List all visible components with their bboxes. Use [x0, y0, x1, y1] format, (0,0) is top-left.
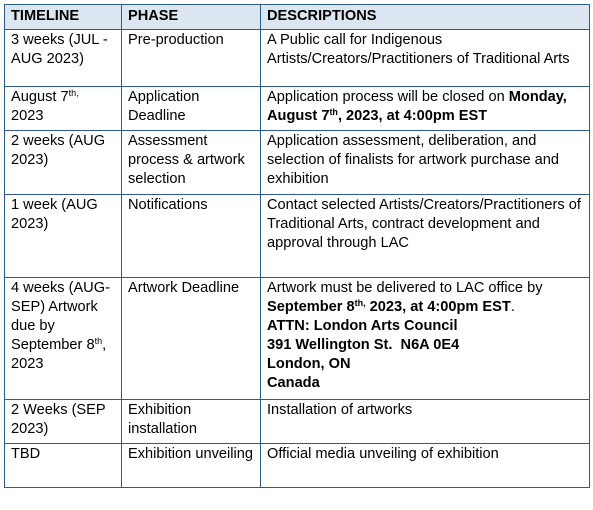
table-row	[5, 278, 590, 400]
timeline-cell: TBD	[5, 444, 122, 488]
timeline-cell	[5, 87, 122, 131]
phase-cell: Assessment process & artwork selection	[122, 131, 261, 195]
description-cell: A Public call for Indigenous Artists/Creators/Practitioners of Traditional Arts	[261, 30, 590, 87]
table-row	[5, 87, 590, 131]
timeline-cell: 3 weeks (JUL -AUG 2023)	[5, 30, 122, 87]
address-line: ATTN: London Arts Council	[267, 318, 458, 334]
header-descriptions: DESCRIPTIONS	[261, 5, 590, 30]
timeline-text: , 2023	[11, 337, 107, 372]
description-bold-text: Monday, August 7	[267, 89, 567, 124]
timeline-superscript: th	[94, 336, 103, 346]
table-row	[5, 400, 590, 444]
address-line: 391 Wellington St. N6A 0E4	[267, 337, 460, 353]
timeline-cell: 1 week (AUG 2023)	[5, 195, 122, 278]
table-row	[5, 30, 590, 87]
timeline-superscript: th,	[68, 88, 79, 98]
timeline-cell: 2 Weeks (SEP 2023)	[5, 400, 122, 444]
description-bold-text: 2023, at 4:00pm EST	[365, 299, 511, 315]
phase-cell: Application Deadline	[122, 87, 261, 131]
table-row	[5, 444, 590, 488]
timeline-cell: 2 weeks (AUG 2023)	[5, 131, 122, 195]
phase-cell: Exhibition unveiling	[122, 444, 261, 488]
description-text: Artwork must be delivered to LAC office by	[267, 280, 543, 296]
table-row	[5, 195, 590, 278]
timeline-cell	[5, 278, 122, 400]
description-cell	[261, 278, 590, 400]
description-cell: Contact selected Artists/Creators/Practitioners of Traditional Arts, contract development and approval through LAC	[261, 195, 590, 278]
description-cell	[261, 87, 590, 131]
header-timeline: TIMELINE	[5, 5, 122, 30]
table-row	[5, 131, 590, 195]
phase-cell: Pre-production	[122, 30, 261, 87]
description-bold-text: September 8	[267, 299, 355, 315]
header-phase: PHASE	[122, 5, 261, 30]
address-line: Canada	[267, 375, 320, 391]
phase-cell: Notifications	[122, 195, 261, 278]
timeline-text: 2023	[11, 108, 44, 124]
timeline-text: August 7	[11, 89, 69, 105]
description-cell: Official media unveiling of exhibition	[261, 444, 590, 488]
description-text: .	[510, 299, 515, 315]
phase-cell: Artwork Deadline	[122, 278, 261, 400]
description-superscript: th	[329, 107, 338, 117]
description-cell: Installation of artworks	[261, 400, 590, 444]
timeline-table	[4, 4, 590, 488]
description-bold-text: , 2023, at 4:00pm EST	[337, 108, 488, 124]
phase-cell: Exhibition installation	[122, 400, 261, 444]
header-row	[5, 5, 590, 30]
description-text: Application process will be closed on	[267, 89, 509, 105]
address-line: London, ON	[267, 356, 351, 372]
description-cell: Application assessment, deliberation, and selection of finalists for artwork purchase and exhibition	[261, 131, 590, 195]
description-superscript: th,	[354, 298, 366, 308]
timeline-text: 4 weeks (AUG-SEP) Artwork due by September 8	[11, 280, 110, 353]
